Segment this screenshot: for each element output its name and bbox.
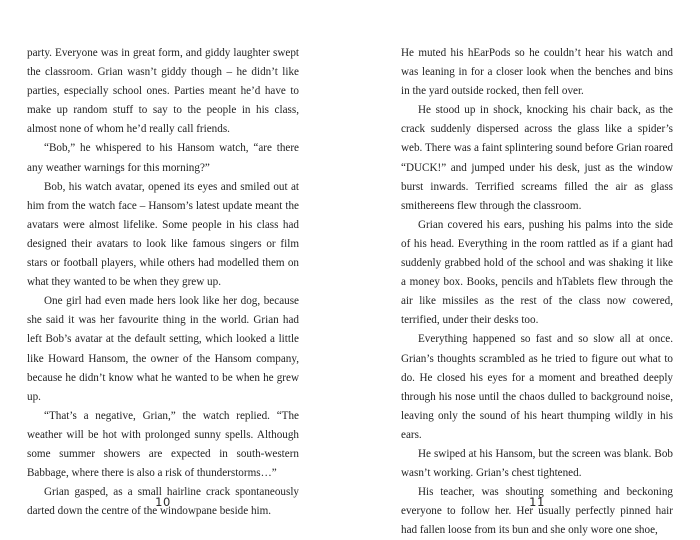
- paragraph: He muted his hEarPods so he couldn’t hear his watch and was leaning in for a closer look when the benches and bins in the yard outside rocked, then fell over.: [401, 47, 673, 98]
- right-page-text: [401, 44, 673, 540]
- page-number: 10: [155, 495, 171, 509]
- paragraph: He stood up in shock, knocking his chair back, as the crack suddenly dispersed across the glass like a spider’s web. There was a faint splintering sound before Grian roared “DUCK!” and jumped under his desk, just as the window burst inwards. Terrified screams filled the air as glass smithereens flew through the classroom.: [401, 104, 673, 212]
- paragraph: One girl had even made hers look like her dog, because she said it was her favourite thing in the world. Grian had left Bob’s avatar at the default setting, which looked a little like Howard Hansom, the owner of the Hansom company, because he didn’t know what he wanted to be when he grew up.: [27, 295, 299, 403]
- paragraph: party. Everyone was in great form, and giddy laughter swept the classroom. Grian wasn’t giddy though – he didn’t like parties, especially school ones. Parties meant he’d have to make up random stuff to say to the people in his class, almost none of whom he’d really call friends.: [27, 47, 299, 136]
- paragraph: He swiped at his Hansom, but the screen was blank. Bob wasn’t working. Grian’s chest tightened.: [401, 447, 673, 480]
- paragraph: Bob, his watch avatar, opened its eyes and smiled out at him from the watch face – Hansom’s latest update meant the avatars were almost lifelike. Some people in his class had designed their avatars to look like famous singers or film stars or football players, while others had modelled them on what they wanted to be when they grew up.: [27, 180, 299, 289]
- paragraph: Everything happened so fast and so slow all at once. Grian’s thoughts scrambled as he tried to figure out what to do. He closed his eyes for a moment and breathed deeply through his nose until the chaos dulled to background noise, leaving only the sound of his heart thumping wildly in his ears.: [401, 333, 673, 441]
- left-page-text: [27, 44, 299, 521]
- paragraph: Grian covered his ears, pushing his palms into the side of his head. Everything in the room rattled as if a giant had suddenly grabbed hold of the school and was shaking it like a money box. Books, pencils and hTablets flew through the air like missiles as the rest of the class now cowered, terrified, under their desks too.: [401, 218, 673, 327]
- paragraph: Grian gasped, as a small hairline crack spontaneously darted down the centre of the windowpane beside him.: [27, 486, 299, 518]
- page-number: 11: [529, 495, 545, 509]
- paragraph: “Bob,” he whispered to his Hansom watch, “are there any weather warnings for this morning?”: [27, 142, 299, 174]
- paragraph: His teacher, was shouting something and beckoning everyone to follow her. Her usually perfectly pinned hair had fallen loose from its bun and she only wore one shoe,: [401, 486, 673, 537]
- left-page: [27, 44, 299, 518]
- right-page: [401, 44, 673, 537]
- paragraph: “That’s a negative, Grian,” the watch replied. “The weather will be hot with prolonged sunny spells. Although some summer showers are expected in south-western Babbage, where there is also a risk of thunderstorms…”: [27, 409, 299, 480]
